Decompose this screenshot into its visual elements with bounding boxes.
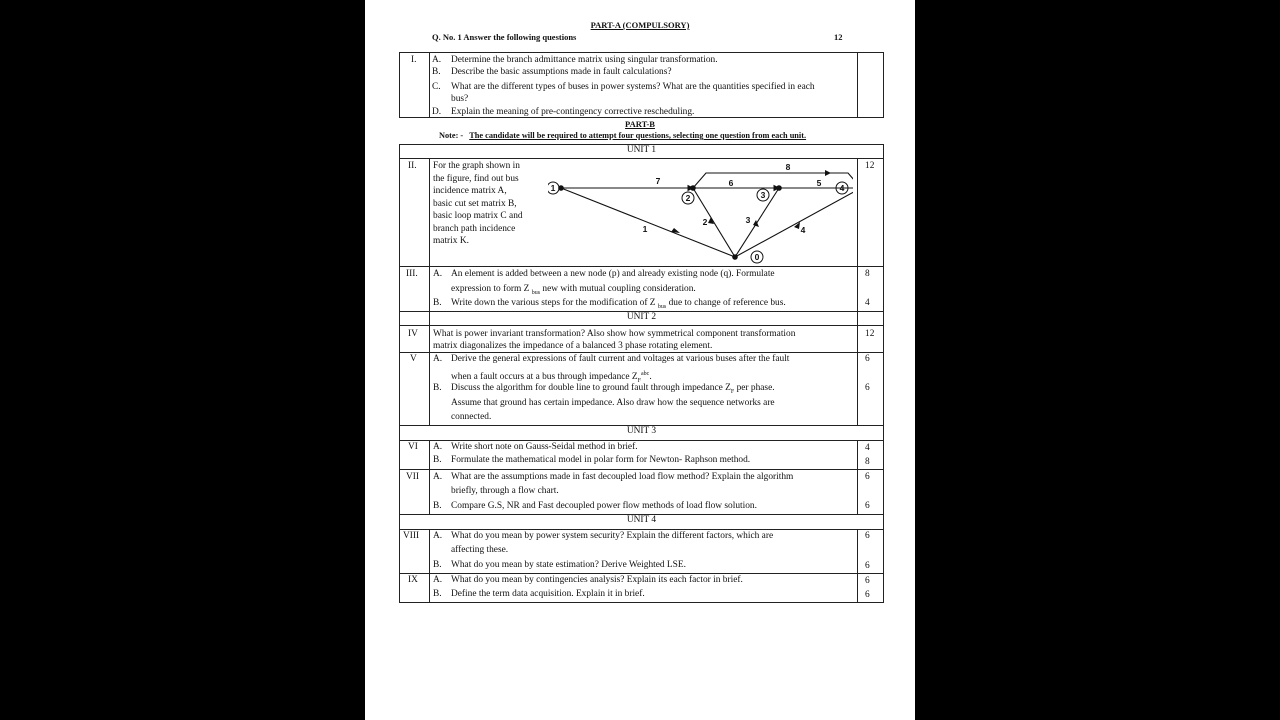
item-label: A. xyxy=(433,531,443,541)
question-number: IX xyxy=(408,575,418,585)
part-a-table xyxy=(399,52,884,118)
branch-label: 1 xyxy=(642,224,648,234)
item-label: B. xyxy=(433,383,442,393)
question-number: VII xyxy=(406,472,420,482)
branch-label: 2 xyxy=(702,217,708,227)
part-a-title: PART-A (COMPULSORY) xyxy=(590,20,690,30)
branch-8 xyxy=(693,173,853,188)
unit-heading: UNIT 1 xyxy=(626,145,657,155)
node-label: 2 xyxy=(685,193,691,203)
question-number: VI xyxy=(408,442,418,452)
marks: 8 xyxy=(865,269,870,279)
question-text: Define the term data acquisition. Explain it in brief. xyxy=(451,589,645,599)
question-number: I. xyxy=(411,55,417,65)
text-line: basic cut set matrix B, xyxy=(433,198,517,209)
text-line: incidence matrix A, xyxy=(433,186,507,196)
node-label: 3 xyxy=(760,190,766,200)
exam-paper-page xyxy=(365,0,915,720)
item-label: B. xyxy=(433,501,442,511)
item-label: B. xyxy=(433,560,442,570)
text-line: the figure, find out bus xyxy=(433,173,519,184)
question-text: What are the different types of buses in power systems? What are the quantities specified in each xyxy=(451,82,815,92)
branch-2 xyxy=(693,188,735,257)
question-text: Discuss the algorithm for double line to ground fault through impedance $Z_F$ per phase. xyxy=(451,383,775,395)
marks: 8 xyxy=(865,457,870,467)
branch-label: 4 xyxy=(800,225,806,235)
unit-heading: UNIT 2 xyxy=(626,312,657,322)
item-label: B. xyxy=(433,589,442,599)
branch-label: 6 xyxy=(728,178,734,188)
marks: 6 xyxy=(865,472,870,482)
question-number: IV xyxy=(408,329,418,339)
unit-heading: UNIT 3 xyxy=(626,426,657,436)
text-line: branch path incidence xyxy=(433,223,516,234)
note-text: The candidate will be required to attempt four questions, selecting one question from each unit. xyxy=(469,131,807,140)
part-b-note xyxy=(439,131,806,140)
node-label: 0 xyxy=(754,252,760,262)
question-text: Describe the basic assumptions made in fault calculations? xyxy=(451,67,672,77)
marks: 6 xyxy=(865,531,870,541)
marks: 12 xyxy=(865,329,875,339)
part-b-table xyxy=(399,144,884,603)
part-b-title: PART-B xyxy=(625,119,655,129)
node-dot xyxy=(732,254,738,260)
branch-label: 8 xyxy=(785,162,791,172)
item-label: B. xyxy=(433,298,442,308)
question-text: Formulate the mathematical model in polar form for Newton- Raphson method. xyxy=(451,455,751,465)
unit-heading: UNIT 4 xyxy=(626,515,657,525)
branch-4 xyxy=(735,188,853,257)
question-text: Write down the various steps for the modification of Z $_{bus}$ due to change of reference bus. xyxy=(451,298,786,310)
text-line: matrix K. xyxy=(433,236,469,246)
question-text: Compare G.S, NR and Fast decoupled power flow methods of load flow solution. xyxy=(451,501,757,511)
question-text-cont: matrix diagonalizes the impedance of a balanced 3 phase rotating element. xyxy=(433,341,713,351)
item-label: A. xyxy=(432,55,442,65)
node-dot xyxy=(776,185,782,191)
note-label: Note: - xyxy=(439,131,464,140)
question-number: II. xyxy=(408,161,417,171)
text-line: basic loop matrix C and xyxy=(433,211,523,221)
part-a-instruction: Q. No. 1 Answer the following questions xyxy=(432,32,577,42)
marks: 6 xyxy=(865,354,870,364)
question-number: VIII xyxy=(403,531,420,541)
item-label: A. xyxy=(433,442,443,452)
branch-label: 3 xyxy=(745,215,751,225)
item-label: A. xyxy=(433,354,443,364)
text-line: For the graph shown in xyxy=(433,161,520,171)
item-label: B. xyxy=(433,455,442,465)
question-text: Derive the general expressions of fault current and voltages at various buses after the fault xyxy=(451,354,790,364)
part-a-marks: 12 xyxy=(834,32,843,42)
node-label: 4 xyxy=(839,183,845,193)
marks: 6 xyxy=(865,576,870,586)
node-label: 1 xyxy=(550,183,556,193)
marks: 4 xyxy=(865,443,870,453)
question-text-cont: connected. xyxy=(451,412,492,422)
marks: 6 xyxy=(865,501,870,511)
network-graph xyxy=(548,160,853,265)
item-label: C. xyxy=(432,82,441,92)
item-label: B. xyxy=(432,67,441,77)
question-text: Determine the branch admittance matrix using singular transformation. xyxy=(451,55,718,65)
question-number: V xyxy=(410,354,417,364)
q2-text xyxy=(433,160,543,248)
question-text: What do you mean by state estimation? Derive Weighted LSE. xyxy=(451,560,686,570)
item-label: A. xyxy=(433,269,443,279)
question-text-cont: affecting these. xyxy=(451,545,509,555)
question-number: III. xyxy=(406,269,418,279)
item-label: A. xyxy=(433,472,443,482)
marks: 6 xyxy=(865,590,870,600)
marks: 6 xyxy=(865,383,870,393)
item-label: A. xyxy=(433,575,443,585)
question-text-cont: Assume that ground has certain impedance. Also draw how the sequence networks are xyxy=(451,398,775,408)
marks: 12 xyxy=(865,161,875,171)
item-label: D. xyxy=(432,107,442,117)
question-text-cont: bus? xyxy=(451,94,469,104)
question-text: What do you mean by contingencies analysis? Explain its each factor in brief. xyxy=(451,575,743,585)
branch-label: 5 xyxy=(816,178,822,188)
question-text-cont: briefly, through a flow chart. xyxy=(451,486,559,496)
question-text: What are the assumptions made in fast decoupled load flow method? Explain the algorithm xyxy=(451,472,794,482)
node-dot xyxy=(690,185,696,191)
question-text: An element is added between a new node (p) and already existing node (q). Formulate xyxy=(451,269,775,279)
question-text: Write short note on Gauss-Seidal method in brief. xyxy=(451,442,638,452)
marks: 6 xyxy=(865,561,870,571)
question-text: Explain the meaning of pre-contingency corrective rescheduling. xyxy=(451,107,695,117)
question-text-cont: when a fault occurs at a bus through impedance $Z_F^{abc}$. xyxy=(451,371,652,384)
marks: 4 xyxy=(865,298,870,308)
question-text: What do you mean by power system security? Explain the different factors, which are xyxy=(451,531,774,541)
question-text-cont: expression to form Z $_{bus}$ new with mutual coupling consideration. xyxy=(451,284,696,296)
branch-label: 7 xyxy=(655,176,661,186)
question-text: What is power invariant transformation? Also show how symmetrical component transformation xyxy=(433,329,796,339)
